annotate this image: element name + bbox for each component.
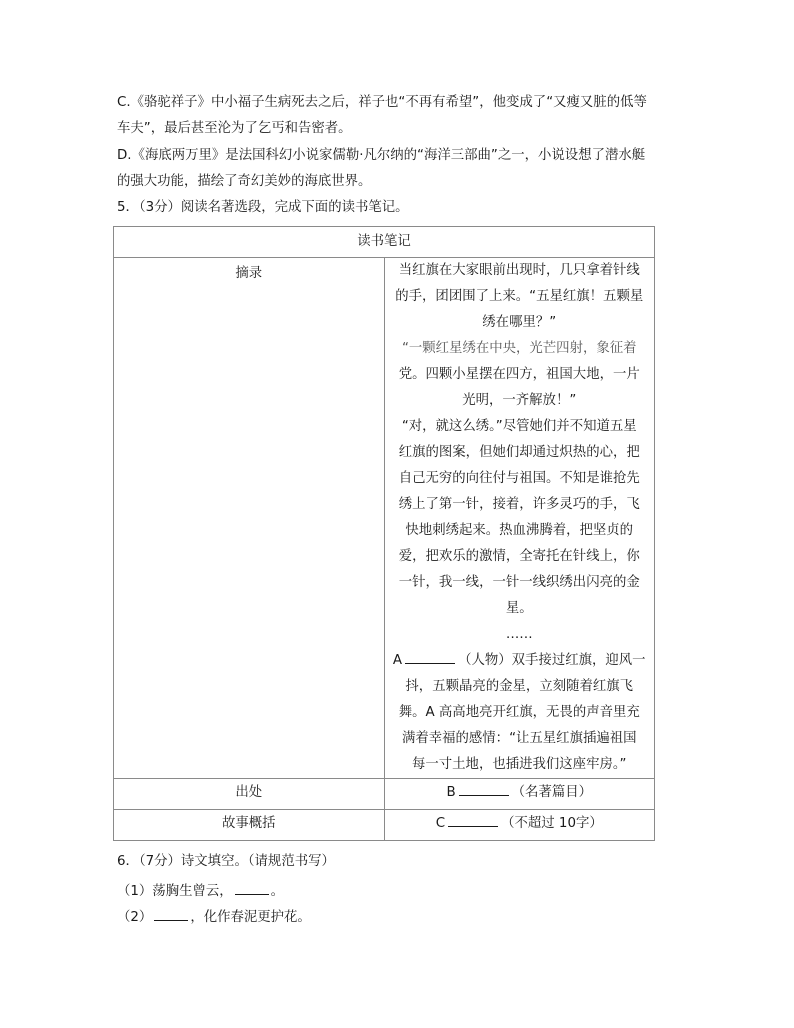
q6-2-prefix: （2）	[117, 910, 153, 925]
source-cell	[384, 779, 655, 810]
summary-label: 故事概括	[114, 810, 385, 841]
excerpt-label-cell	[114, 258, 385, 779]
excerpt-a-line	[385, 648, 655, 674]
excerpt-a-rest: （人物）双手接过红旗，迎风一	[458, 653, 646, 668]
q6-1-suffix: 。	[270, 884, 285, 899]
blank-a-label: A	[392, 653, 403, 668]
excerpt-line: 舞。A 高高地亮开红旗，无畏的声音里充	[398, 705, 640, 720]
blank-b-label: B	[446, 785, 456, 800]
question-5: 5．（3分）阅读名著选段，完成下面的读书笔记。	[117, 200, 409, 215]
excerpt-line: 红旗的图案，但她们却通过炽热的心，把	[398, 445, 640, 460]
excerpt-line: 满着幸福的感情：“让五星红旗插遍祖国	[401, 731, 637, 746]
option-c-line1: C.《骆驼祥子》中小福子生病死去之后，祥子也“不再有希望”，他变成了“又瘦又脏的低等	[117, 95, 647, 110]
excerpt-line: 抖，五颗晶亮的金星，立刻随着红旗飞	[405, 679, 634, 694]
q6-1-prefix: （1）荡胸生曾云，	[117, 884, 233, 899]
excerpt-line: 的手，团团围了上来。“五星红旗！五颗星	[395, 289, 644, 304]
excerpt-line: 绣上了第一针，接着，许多灵巧的手，飞	[398, 497, 640, 512]
excerpt-line: ……	[505, 627, 533, 642]
option-d-line1: D.《海底两万里》是法国科幻小说家儒勒·凡尔纳的“海洋三部曲”之一，小说设想了潜水艇	[117, 148, 646, 163]
excerpt-line: 爱，把欢乐的激情，全寄托在针线上，你	[398, 549, 640, 564]
blank-c[interactable]	[448, 812, 498, 827]
question-6: 6．（7分）诗文填空。（请规范书写）	[117, 854, 335, 869]
excerpt-cell	[384, 258, 655, 779]
table-caption: 读书笔记	[114, 227, 655, 258]
reading-notes-table	[113, 226, 655, 841]
source-hint: （名著篇目）	[511, 785, 593, 800]
question-6-1	[117, 880, 284, 902]
blank-6-1[interactable]	[235, 880, 269, 895]
excerpt-line: 绣在哪里？”	[482, 315, 557, 330]
summary-cell	[384, 810, 655, 841]
excerpt-line: 当红旗在大家眼前出现时，几只拿着针线	[398, 263, 640, 278]
blank-c-label: C	[435, 816, 446, 831]
blank-a[interactable]	[405, 649, 455, 664]
summary-hint: （不超过 10字）	[501, 816, 603, 831]
excerpt-label: 摘录	[235, 266, 263, 281]
question-6-2	[117, 906, 311, 928]
blank-6-2[interactable]	[154, 906, 188, 921]
q6-2-suffix: ，化作春泥更护花。	[190, 910, 311, 925]
option-d-line2: 的强大功能，描绘了奇幻美妙的海底世界。	[117, 174, 372, 189]
excerpt-line: 自己无穷的向往付与祖国。不知是谁抢先	[398, 471, 640, 486]
excerpt-line: 快地刺绣起来。热血沸腾着，把坚贞的	[405, 523, 634, 538]
excerpt-line: 党。四颗小星摆在四方，祖国大地，一片	[398, 367, 640, 382]
blank-b[interactable]	[459, 781, 509, 796]
excerpt-line: “一颗红星绣在中央，光芒四射，象征着	[401, 341, 637, 356]
excerpt-line: 一针，我一线，一针一线织绣出闪亮的金	[398, 575, 640, 590]
excerpt-line: “对，就这么绣。”尽管她们并不知道五星	[401, 419, 637, 434]
source-label: 出处	[114, 779, 385, 810]
option-c-line2: 车夫”，最后甚至沦为了乞丐和告密者。	[117, 121, 352, 136]
excerpt-line: 星。	[505, 601, 533, 616]
excerpt-line: 每一寸土地，也插进我们这座牢房。”	[412, 757, 627, 772]
excerpt-line: 光明，一齐解放！”	[462, 393, 577, 408]
